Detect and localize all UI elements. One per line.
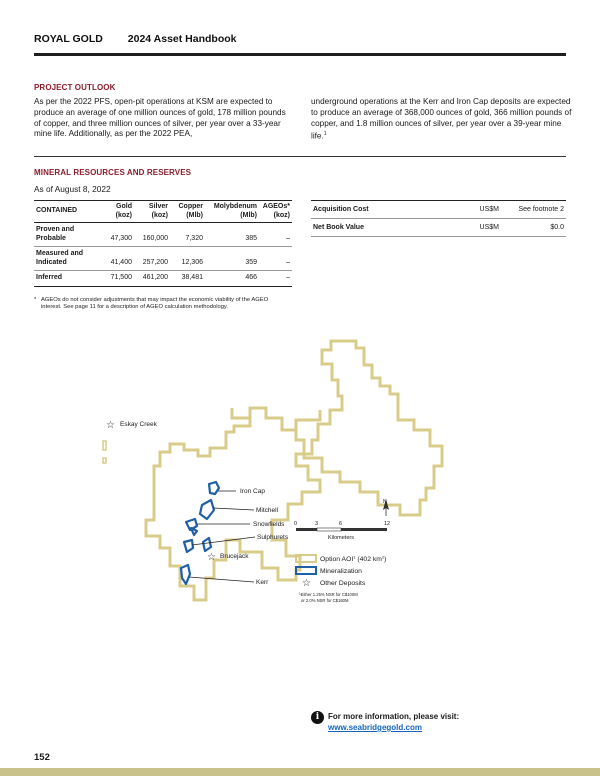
cell-gold: 71,500	[110, 274, 132, 281]
svg-text:N: N	[383, 499, 387, 505]
cell-molybdenum: 385	[245, 234, 257, 242]
row-label: Measured and Indicated	[36, 250, 84, 266]
outlook-right-body: underground operations at the Kerr and Iron Cap deposits are expected to produce an average of 368,000 ounces of gold, 366 million pounds of copper, and 1.8 million ounces of silver, per year over a 39-year mine life.	[311, 97, 572, 142]
info-icon: i	[311, 711, 324, 724]
handbook-title: 2024 Asset Handbook	[127, 33, 237, 45]
svg-text:6: 6	[339, 521, 343, 527]
brucejack-star-icon: ☆	[207, 552, 216, 563]
brucejack-label: Brucejack	[220, 553, 249, 560]
header-ageos: AGEOs* (koz)	[262, 203, 290, 219]
row-label: Inferred	[36, 274, 63, 281]
acquisition-value: $0.0	[550, 224, 564, 231]
svg-text:3: 3	[315, 521, 319, 527]
snowfields-label: Snowfields	[253, 521, 285, 528]
kerr-deposit	[181, 565, 190, 584]
cell-copper: 38,481	[181, 274, 203, 281]
cell-molybdenum: 359	[245, 258, 257, 266]
outlook-footnote-ref: 1	[323, 131, 327, 138]
legend-other-label: Other Deposits	[320, 580, 366, 587]
north-arrow-icon	[383, 499, 389, 516]
website-link[interactable]: www.seabridgegold.com	[328, 723, 422, 732]
header-gold: Gold (koz)	[115, 203, 132, 219]
cell-copper: 12,306	[181, 258, 203, 266]
acquisition-label: Acquisition Cost	[313, 206, 369, 213]
legend-note-line2: or 2.0% NSR for C$160M	[301, 598, 349, 603]
footnote-text: AGEOs do not consider adjustments that may impact the economic viability of the AGEO interest. See page 11 for a description of AGEO calculation methodology.	[41, 297, 269, 311]
scale-bar	[294, 521, 390, 541]
sulphurets-label: Sulphurets	[257, 534, 289, 541]
cell-silver: 461,200	[142, 274, 168, 281]
iron-cap-deposit	[209, 482, 219, 494]
cell-gold: 47,300	[110, 234, 132, 242]
option-aoi-boundary	[146, 341, 442, 600]
legend-aoi-label: Option AOI$^1$ (402 $km^2$)	[320, 554, 387, 563]
sulphurets-deposit	[184, 540, 193, 552]
map-legend	[296, 555, 386, 604]
cell-ageos: –	[286, 234, 290, 242]
cell-ageos: –	[286, 274, 290, 281]
as-of-date: As of August 8, 2022	[34, 184, 111, 194]
legend-note-line1: $^1$Either 1.25% NSR for C$100M	[299, 591, 358, 597]
svg-text:12: 12	[384, 521, 391, 527]
more-info	[328, 711, 459, 733]
header-copper: Copper (Mlb)	[178, 203, 203, 219]
header-contained: CONTAINED	[36, 207, 78, 215]
kerr-label: Kerr	[256, 579, 269, 586]
acquisition-unit: US$M	[479, 206, 499, 213]
more-info-text: For more information, please visit:	[328, 712, 460, 721]
cell-silver: 257,200	[142, 258, 168, 266]
eskay-creek-star-icon: ☆	[106, 420, 115, 431]
svg-text:0: 0	[294, 521, 298, 527]
outlook-left-text: As per the 2022 PFS, open-pit operations at KSM are expected to produce an average of one million ounces of gold, 178 million pounds of copper, and three million ounces of silver, per year over a 33-year mine life. Additionally, as per the 2022 PEA,	[34, 97, 286, 139]
other-deposits-star-icon: ☆	[302, 578, 311, 589]
footnote-star: *	[34, 297, 37, 303]
iron-cap-label: Iron Cap	[240, 488, 265, 495]
svg-text:Kilometers: Kilometers	[328, 535, 354, 541]
page-number: 152	[34, 752, 50, 763]
header-silver: Silver (koz)	[148, 203, 168, 219]
brand-name: ROYAL GOLD	[34, 33, 103, 45]
cell-copper: 7,320	[185, 234, 203, 242]
cell-silver: 160,000	[142, 234, 168, 242]
acquisition-value: See footnote 2	[518, 206, 564, 213]
mitchell-deposit	[200, 500, 214, 519]
bottom-bar	[0, 768, 600, 776]
cell-ageos: –	[286, 258, 290, 266]
resources-title: MINERAL RESOURCES AND RESERVES	[34, 168, 192, 177]
cell-gold: 41,400	[110, 258, 132, 266]
acquisition-label: Net Book Value	[313, 224, 364, 231]
project-outlook-title: PROJECT OUTLOOK	[34, 83, 116, 92]
cell-molybdenum: 466	[245, 274, 257, 281]
acquisition-unit: US$M	[479, 224, 499, 231]
eskay-creek-label: Eskay Creek	[120, 421, 157, 428]
brucejack-deposit	[203, 538, 211, 551]
row-label: Proven and Probable	[36, 226, 75, 242]
legend-mineralization-label: Mineralization	[320, 568, 362, 575]
mitchell-label: Mitchell	[256, 507, 279, 514]
header-molybdenum: Molybdenum (Mlb)	[213, 203, 257, 219]
